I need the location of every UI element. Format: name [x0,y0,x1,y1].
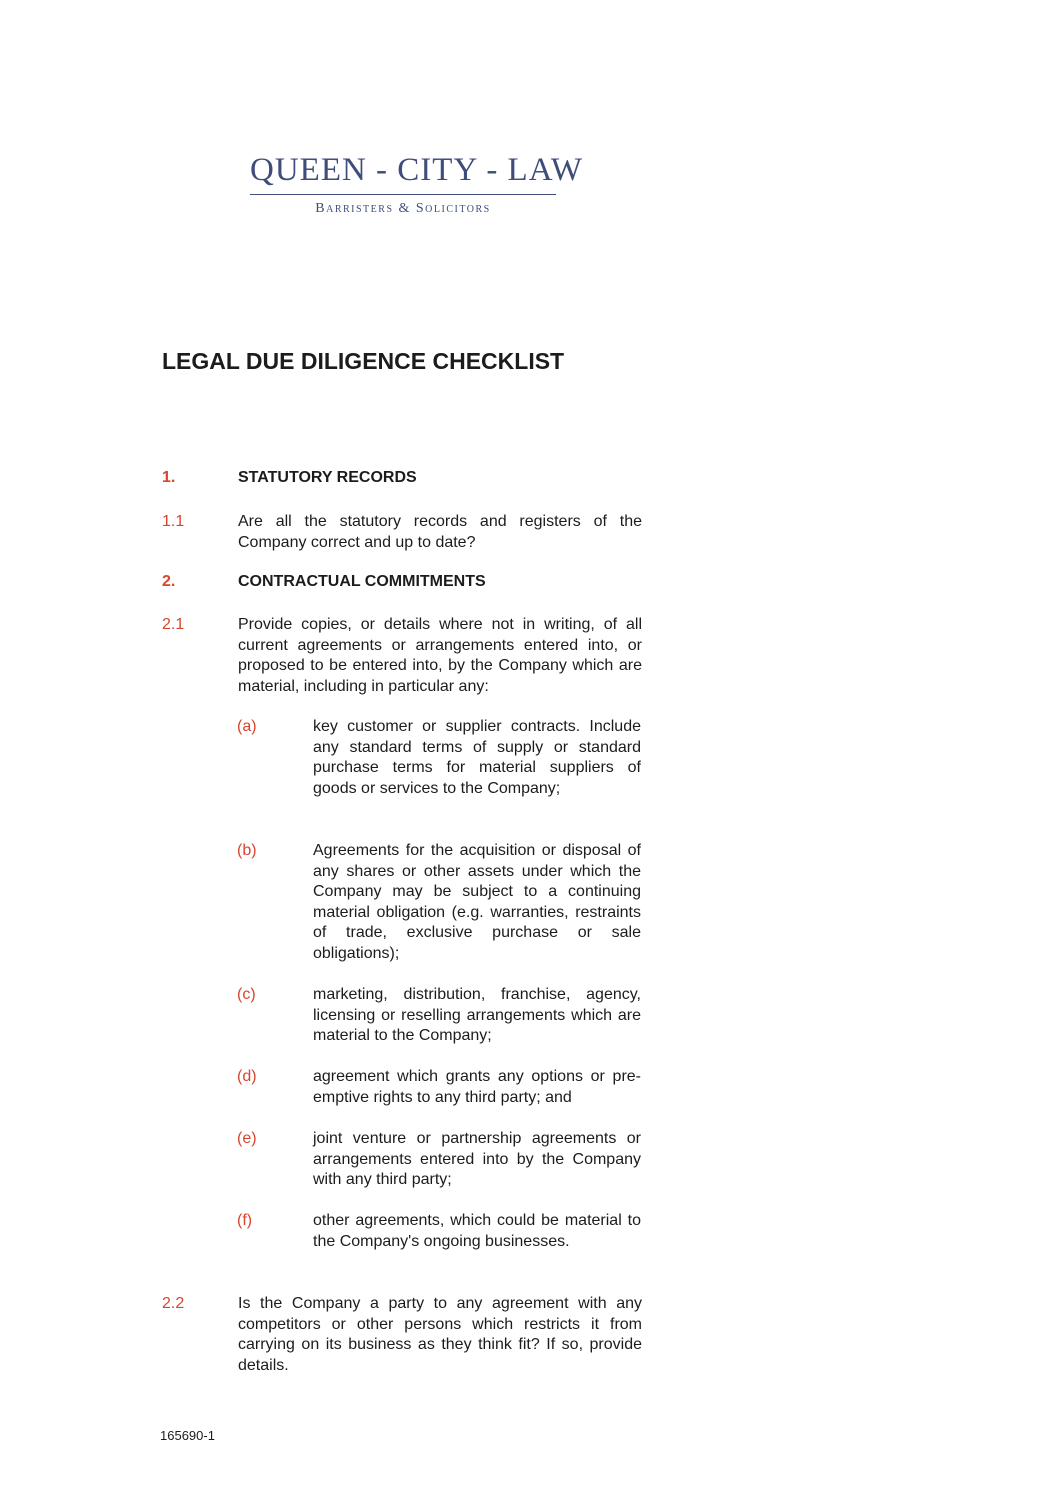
clause-text: Is the Company a party to any agreement with any competitors or other persons which restricts it from carrying on its business as they think fit? If so, provide details. [238,1295,642,1374]
letterhead-logo [250,150,584,217]
subclause-label: (e) [237,1130,257,1147]
subclause-label: (f) [237,1212,253,1229]
clause-number: 2.2 [162,1295,185,1312]
firm-tagline: Barristers & Solicitors [315,201,491,216]
clause-number: 1.1 [162,513,185,530]
section-heading-text: CONTRACTUAL COMMITMENTS [238,573,486,590]
document-title: LEGAL DUE DILIGENCE CHECKLIST [162,348,565,374]
subclause-text: joint venture or partnership agreements or arrangements entered into by the Company with any third party; [313,1130,641,1188]
letterhead-divider [250,194,556,195]
subclause-text: Agreements for the acquisition or disposal of any shares or other assets under which the Company may be subject to a continuing material obligation (e.g. warranties, restraints of trade, exclusive purchase or sale obligations); [313,842,641,962]
firm-name: QUEEN - CITY - LAW [250,152,584,188]
section-number: 1. [162,469,176,486]
subclause-label: (b) [237,842,257,859]
clause-text: Are all the statutory records and registers of the Company correct and up to date? [238,513,642,551]
subclause-label: (d) [237,1068,257,1085]
subclause-text: agreement which grants any options or pre-emptive rights to any third party; and [313,1068,641,1106]
subclause-text: marketing, distribution, franchise, agency, licensing or reselling arrangements which are material to the Company; [313,986,641,1044]
subclause-label: (a) [237,718,257,735]
clause-number: 2.1 [162,616,185,633]
section-number: 2. [162,573,176,590]
subclause-text: other agreements, which could be material to the Company's ongoing businesses. [313,1212,641,1250]
section-heading-text: STATUTORY RECORDS [238,469,417,486]
clause-text: Provide copies, or details where not in writing, of all current agreements or arrangements entered into, or proposed to be entered into, by the Company which are material, including in particular any: [238,616,642,695]
subclause-label: (c) [237,986,256,1003]
subclause-text: key customer or supplier contracts. Include any standard terms of supply or standard purchase terms for material suppliers of goods or services to the Company; [313,718,641,797]
document-reference: 165690-1 [160,1428,215,1443]
